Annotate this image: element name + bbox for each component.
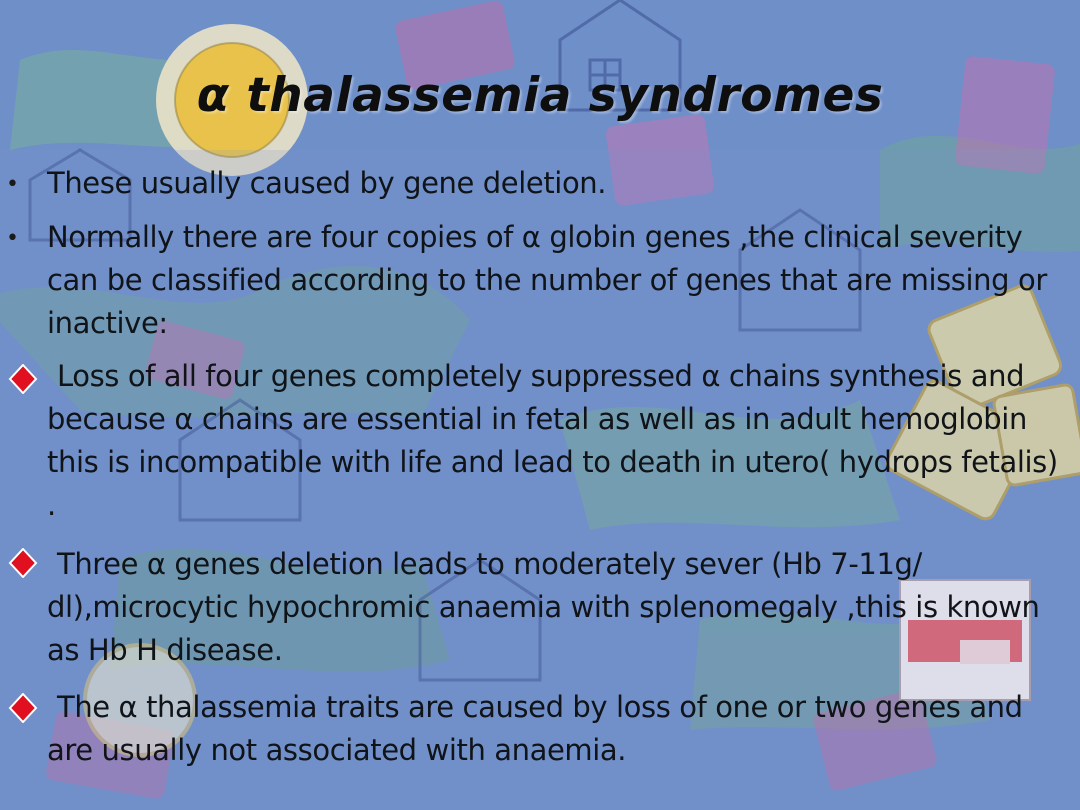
red-diamond-icon bbox=[8, 548, 38, 578]
bullet-item-4: Three α genes deletion leads to moderately sever (Hb 7-11g/ dl),microcytic hypochromic anaemia with splenomegaly ,this is known as Hb H disease. bbox=[47, 547, 1040, 667]
bullet-dot-icon: • bbox=[6, 226, 19, 251]
bullet-dot-icon: • bbox=[6, 172, 19, 197]
slide-title: α thalassemia syndromes bbox=[196, 68, 884, 123]
bullet-item-2: Normally there are four copies of α globin genes ,the clinical severity can be classified according to the number of genes that are missing or inactive: bbox=[47, 220, 1047, 340]
bullet-item-1: These usually caused by gene deletion. bbox=[47, 166, 607, 200]
red-diamond-icon bbox=[8, 693, 38, 723]
bullet-item-3: Loss of all four genes completely suppressed α chains synthesis and because α chains are essential in fetal as well as in adult hemoglobin this is incompatible with life and lead to death in utero( hydrops fetalis) . bbox=[47, 359, 1058, 522]
bullet-item-5: The α thalassemia traits are caused by loss of one or two genes and are usually not associated with anaemia. bbox=[47, 690, 1023, 767]
red-diamond-icon bbox=[8, 364, 38, 394]
